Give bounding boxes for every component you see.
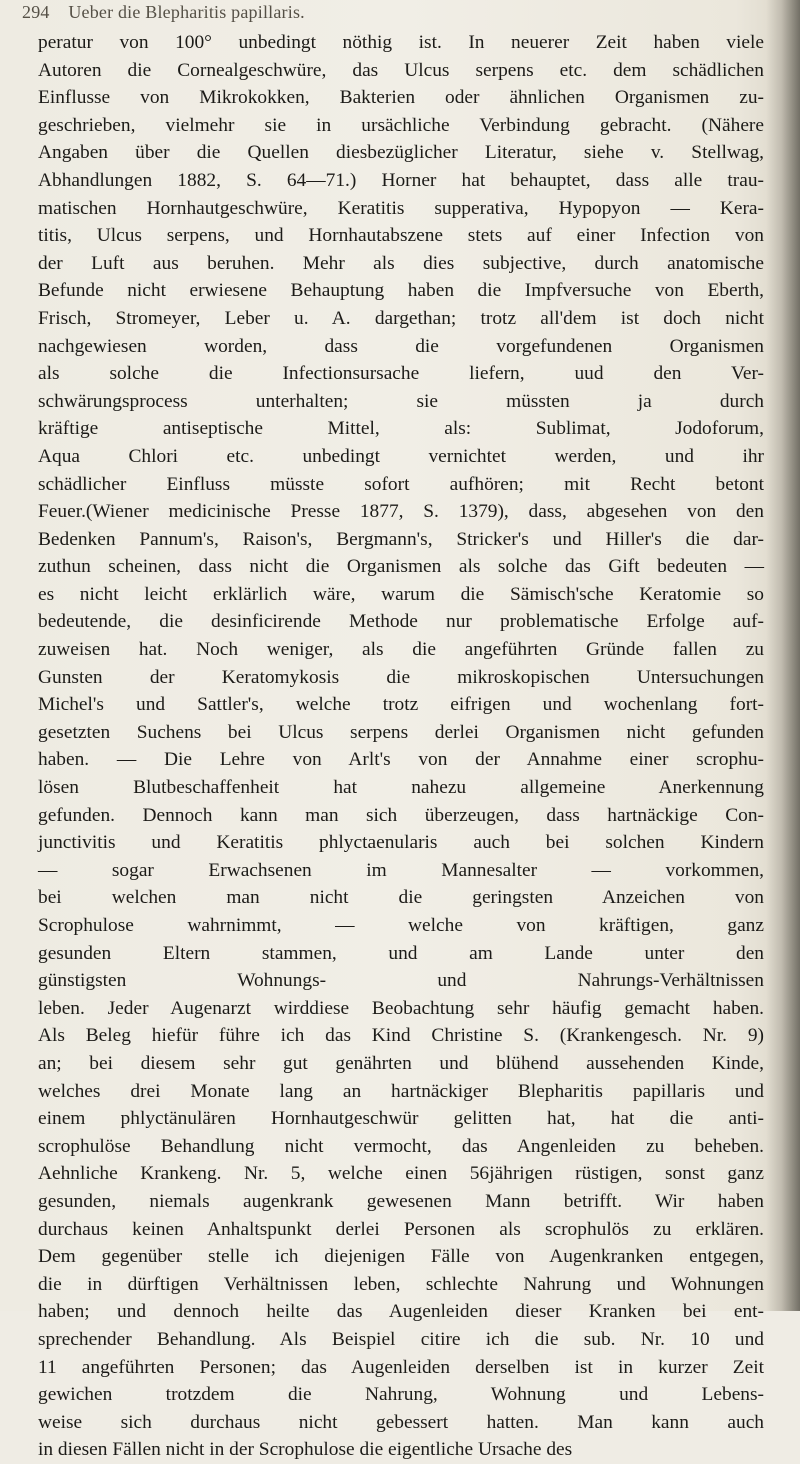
text-line: durchaus keinen Anhaltspunkt derlei Personen als scrophulös zu erklären. xyxy=(38,1218,764,1240)
text-line: Autoren die Cornealgeschwüre, das Ulcus serpens etc. dem schädlichen xyxy=(38,59,764,81)
text-line: Befunde nicht erwiesene Behauptung haben die Impfversuche von Eberth, xyxy=(38,280,764,302)
text-line: Feuer.(Wiener medicinische Presse 1877, S. 1379), dass, abgesehen von den xyxy=(38,501,764,523)
text-line: Als Beleg hiefür führe ich das Kind Christine S. (Krankengesch. Nr. 9) xyxy=(38,1025,764,1047)
text-line: als solche die Infectionsursache liefern, uud den Ver- xyxy=(38,363,764,385)
text-line: gesetzten Suchens bei Ulcus serpens derlei Organismen nicht gefunden xyxy=(38,721,764,743)
text-line: Aehnliche Krankeng. Nr. 5, welche einen 56jährigen rüstigen, sonst ganz xyxy=(38,1163,764,1185)
text-line: der Luft aus beruhen. Mehr als dies subjective, durch anatomische xyxy=(38,252,764,274)
text-line: gewichen trotzdem die Nahrung, Wohnung und Lebens- xyxy=(38,1384,764,1406)
text-line: haben. — Die Lehre von Arlt's von der Annahme einer scrophu- xyxy=(38,749,764,771)
text-line: einem phlyctänulären Hornhautgeschwür gelitten hat, hat die anti- xyxy=(38,1108,764,1130)
running-header xyxy=(22,2,305,23)
text-line: titis, Ulcus serpens, und Hornhautabszene stets auf einer Infection von xyxy=(38,225,764,247)
text-line: bedeutende, die desinficirende Methode nur problematische Erfolge auf- xyxy=(38,611,764,633)
text-line: 11 angeführten Personen; das Augenleiden derselben ist in kurzer Zeit xyxy=(38,1356,764,1378)
page-number: 294 xyxy=(22,2,50,22)
text-line: gesunden Eltern stammen, und am Lande unter den xyxy=(38,942,764,964)
text-line: Gunsten der Keratomykosis die mikroskopischen Untersuchungen xyxy=(38,666,764,688)
text-line: haben; und dennoch heilte das Augenleiden dieser Kranken bei ent- xyxy=(38,1301,764,1323)
text-line: es nicht leicht erklärlich wäre, warum die Sämisch'sche Keratomie so xyxy=(38,583,764,605)
text-line: peratur von 100° unbedingt nöthig ist. In neuerer Zeit haben viele xyxy=(38,32,764,53)
text-line: gefunden. Dennoch kann man sich überzeugen, dass hartnäckige Con- xyxy=(38,804,764,826)
page-edge-shadow xyxy=(766,0,800,1311)
text-line: Michel's und Sattler's, welche trotz eifrigen und wochenlang fort- xyxy=(38,694,764,716)
text-line: nachgewiesen worden, dass die vorgefundenen Organismen xyxy=(38,335,764,357)
text-line: bei welchen man nicht die geringsten Anzeichen von xyxy=(38,887,764,909)
text-line: kräftige antiseptische Mittel, als: Sublimat, Jodoforum, xyxy=(38,418,764,440)
text-line: schädlicher Einfluss müsste sofort aufhören; mit Recht betont xyxy=(38,473,764,495)
text-line: günstigsten Wohnungs- und Nahrungs-Verhältnissen xyxy=(38,970,764,992)
text-line: zuweisen hat. Noch weniger, als die angeführten Gründe fallen zu xyxy=(38,639,764,661)
text-line: junctivitis und Keratitis phlyctaenularis auch bei solchen Kindern xyxy=(38,832,764,854)
text-line: geschrieben, vielmehr sie in ursächliche Verbindung gebracht. (Nähere xyxy=(38,114,764,136)
running-title: Ueber die Blepharitis papillaris. xyxy=(68,2,305,22)
text-line: weise sich durchaus nicht gebessert hatten. Man kann auch xyxy=(38,1411,764,1433)
text-line: lösen Blutbeschaffenheit hat nahezu allgemeine Anerkennung xyxy=(38,777,764,799)
text-line: die in dürftigen Verhältnissen leben, schlechte Nahrung und Wohnungen xyxy=(38,1273,764,1295)
text-line: zuthun scheinen, dass nicht die Organismen als solche das Gift bedeuten — xyxy=(38,556,764,578)
text-line: Scrophulose wahrnimmt, — welche von kräftigen, ganz xyxy=(38,915,764,936)
body-text xyxy=(38,29,764,1464)
text-line: schwärungsprocess unterhalten; sie müssten ja durch xyxy=(38,390,764,412)
text-line: matischen Hornhautgeschwüre, Keratitis supperativa, Hypopyon — Kera- xyxy=(38,197,764,219)
text-line: Aqua Chlori etc. unbedingt vernichtet werden, und ihr xyxy=(38,445,764,467)
text-line: Dem gegenüber stelle ich diejenigen Fälle von Augenkranken entgegen, xyxy=(38,1246,764,1268)
text-line: Frisch, Stromeyer, Leber u. A. dargethan; trotz all'dem ist doch nicht xyxy=(38,307,764,329)
text-line: scrophulöse Behandlung nicht vermocht, das Angenleiden zu beheben. xyxy=(38,1135,764,1157)
text-line: leben. Jeder Augenarzt wirddiese Beobachtung sehr häufig gemacht haben. xyxy=(38,997,764,1019)
text-line: an; bei diesem sehr gut genährten und blühend aussehenden Kinde, xyxy=(38,1052,764,1074)
text-line: — sogar Erwachsenen im Mannesalter — vorkommen, xyxy=(38,859,764,881)
text-line: sprechender Behandlung. Als Beispiel citire ich die sub. Nr. 10 und xyxy=(38,1328,764,1350)
text-line: Einflusse von Mikrokokken, Bakterien oder ähnlichen Organismen zu- xyxy=(38,87,764,109)
text-line: Bedenken Pannum's, Raison's, Bergmann's, Stricker's und Hiller's die dar- xyxy=(38,528,764,550)
text-line: Angaben über die Quellen diesbezüglicher Literatur, siehe v. Stellwag, xyxy=(38,142,764,164)
text-line: in diesen Fällen nicht in der Scrophulose die eigentliche Ursache des xyxy=(38,1439,573,1461)
text-line: gesunden, niemals augenkrank gewesenen Mann betrifft. Wir haben xyxy=(38,1190,764,1212)
text-line: Abhandlungen 1882, S. 64—71.) Horner hat behauptet, dass alle trau- xyxy=(38,169,764,191)
text-line: welches drei Monate lang an hartnäckiger Blepharitis papillaris und xyxy=(38,1080,764,1102)
